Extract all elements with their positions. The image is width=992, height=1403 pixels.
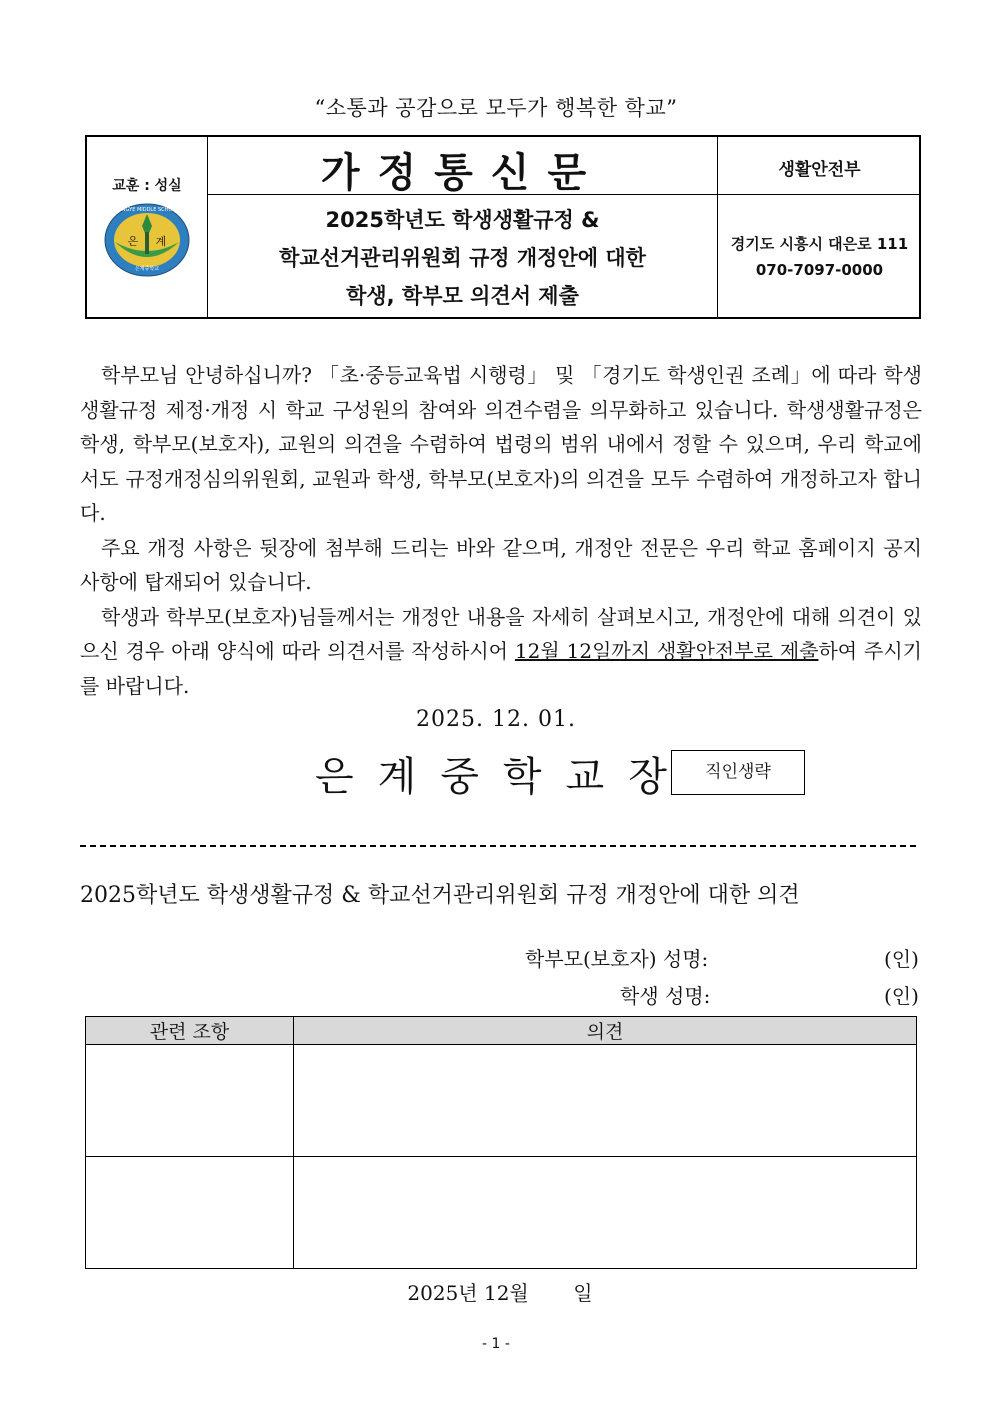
table-row [86, 1045, 917, 1157]
notice-body [80, 358, 922, 703]
cut-line-divider [80, 845, 916, 847]
column-header-clause: 관련 조항 [86, 1017, 294, 1045]
school-motto-banner: “소통과 공감으로 모두가 행복한 학교” [314, 96, 678, 120]
newsletter-header [85, 135, 921, 319]
school-address: 경기도 시흥시 대은로 111 [730, 235, 909, 253]
body-paragraph: 학생과 학부모(보호자)님들께서는 개정안 내용을 자세히 살펴보시고, 개정안에 대해 의견이 있으신 경우 아래 양식에 따라 의견서를 작성하시어 12월 12일까지 생활안전부로 제출하여 주시기를 바랍니다. [80, 604, 923, 698]
opinion-cell[interactable] [294, 1045, 917, 1157]
subtitle-line: 2025학년도 학생생활규정 & [325, 208, 600, 232]
page-number: - 1 - [482, 1336, 510, 1352]
parent-name-label: 학부모(보호자) 성명: [525, 947, 709, 971]
body-paragraph: 학부모님 안녕하십니까? 「초·중등교육법 시행령」 및 「경기도 학생인권 조례」에 따라 학생생활규정 제정·개정 시 학교 구성원의 참여와 의견수렴을 의무화하고 있습니다. 학생생활규정은 학생, 학부모(보호자), 교원의 의견을 수렴하여 법령의 범위 내에서 정할 수 있으며, 우리 학교에서도 규정개정심의위원회, 교원과 학생, 학부모(보호자)의 의견을 모두 수렴하여 개정하고자 합니다. [80, 363, 922, 525]
official-seal-box: 직인생략 [671, 750, 805, 795]
table-row [86, 1157, 917, 1269]
emblem-bottom-text: 은계중학교 [134, 266, 160, 272]
subtitle-line: 학교선거관리위원회 규정 개정안에 대한 [279, 246, 646, 270]
emblem-ring-text: EUNGYE MIDDLE SCHOOL [114, 207, 180, 213]
notice-subtitle [208, 201, 717, 315]
opinion-table [85, 1016, 917, 1269]
department-name: 생활안전부 [778, 160, 861, 180]
column-header-opinion: 의견 [294, 1017, 917, 1045]
opinion-form-title: 2025학년도 학생생활규정 & 학교선거관리위원회 규정 개정안에 대한 의견 [80, 883, 800, 908]
body-paragraph: 주요 개정 사항은 뒷장에 첨부해 드리는 바와 같으며, 개정안 전문은 우리 학교 홈페이지 공지 사항에 탑재되어 있습니다. [80, 535, 922, 594]
emblem-char-right: 계 [155, 235, 167, 248]
school-phone: 070-7097-0000 [755, 261, 884, 279]
principal-name: 은계중학교장 [315, 754, 691, 800]
subtitle-line: 학생, 학부모 의견서 제출 [346, 284, 579, 308]
opinion-cell[interactable] [294, 1157, 917, 1269]
student-name-label: 학생 성명: [620, 984, 711, 1008]
form-date-line: 2025년 12월 일 [407, 1281, 593, 1305]
emblem-char-left: 은 [127, 235, 139, 248]
issue-date: 2025. 12. 01. [416, 707, 576, 732]
student-seal-mark: (인) [884, 984, 919, 1008]
clause-cell[interactable] [86, 1045, 294, 1157]
clause-cell[interactable] [86, 1157, 294, 1269]
parent-seal-mark: (인) [884, 947, 919, 971]
newsletter-title: 가정통신문 [320, 150, 605, 196]
school-contact [718, 231, 921, 283]
deadline-underlined: 12월 12일까지 생활안전부로 제출 [514, 639, 819, 663]
school-emblem-icon [103, 202, 191, 278]
school-motto-label: 교훈 : 성실 [112, 178, 182, 194]
